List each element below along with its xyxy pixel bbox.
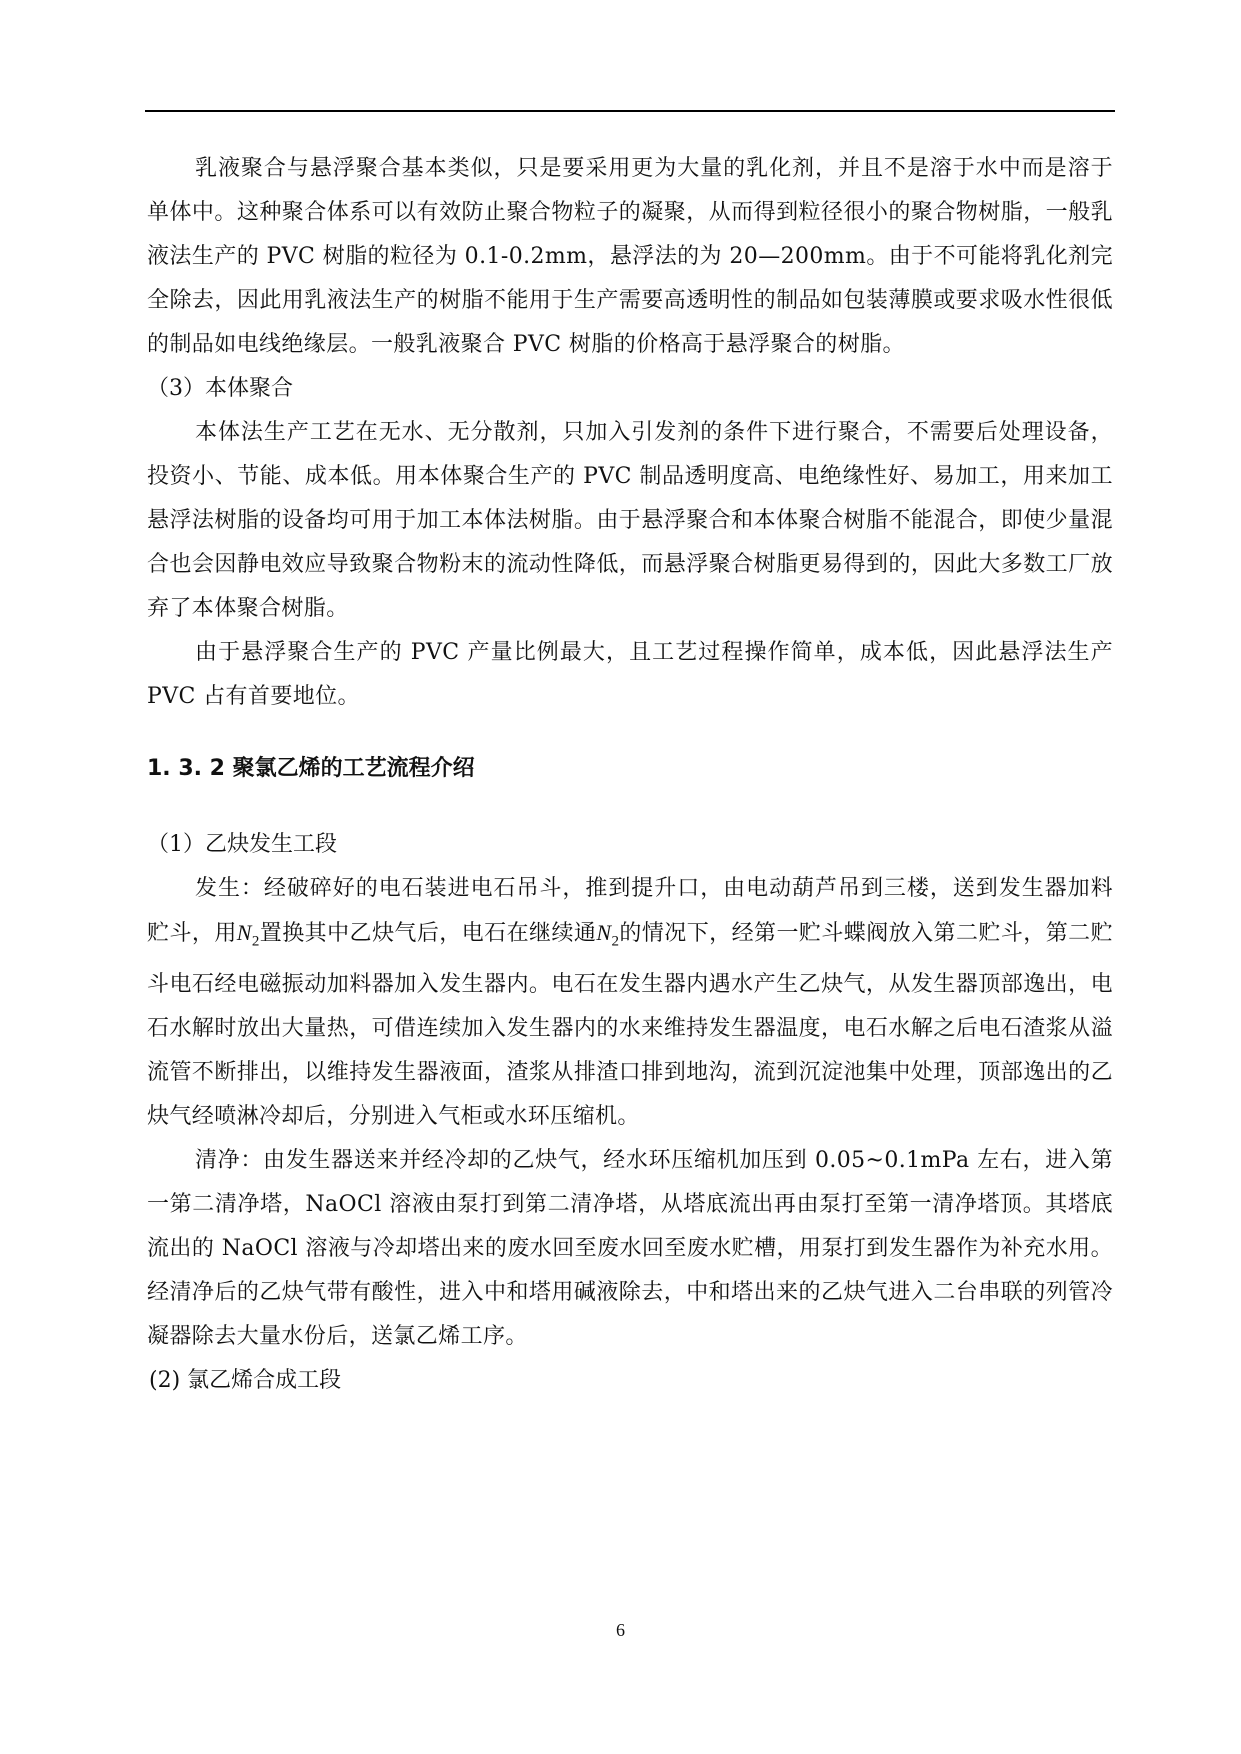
section-heading-process-flow: 1. 3. 2 聚氯乙烯的工艺流程介绍 [147,756,475,781]
paragraph-purification: 清净：由发生器送来并经冷却的乙炔气，经水环压缩机加压到 0.05~0.1mPa 左右，进入第一第二清净塔，NaOCl 溶液由泵打到第二清净塔，从塔底流出再由泵打至第一清净塔顶。其塔底流出的 NaOCl 溶液与冷却塔出来的废水回至废水回至废水贮槽，用泵打到发生器作为补充水用。经清净后的乙炔气带有酸性，进入中和塔用碱液除去，中和塔出来的乙炔气进入二台串联的列管冷凝器除去大量水份后，送氯乙烯工序。 [147,1148,1113,1350]
subheading-acetylene-generation: （1）乙炔发生工段 [147,832,337,857]
paragraph-generation [147,867,1113,1139]
paragraph-suspension-summary: 由于悬浮聚合生产的 PVC 产量比例最大，且工艺过程操作简单，成本低，因此悬浮法生产 PVC 占有首要地位。 [147,640,1113,709]
nitrogen-subscript: 2 [251,933,260,950]
paragraph-generation-part-1: 发生：经破碎好的电石装进电石吊斗，推到提升口，由电动葫芦吊到三楼，送到发生器加料贮斗，用 [147,876,1113,946]
nitrogen-symbol: N [236,920,252,945]
nitrogen-subscript-2: 2 [611,933,620,950]
paragraph-generation-part-3: 的情况下，经第一贮斗蝶阀放入第二贮斗，第二贮斗电石经电磁振动加料器加入发生器内。电石在发生器内遇水产生乙炔气，从发生器顶部逸出，电石水解时放出大量热，可借连续加入发生器内的水来维持发生器温度，电石水解之后电石渣浆从溢流管不断排出，以维持发生器液面，渣浆从排渣口排到地沟，流到沉淀池集中处理，顶部逸出的乙炔气经喷淋冷却后，分别进入气柜或水环压缩机。 [147,921,1113,1130]
header-rule [145,110,1115,112]
paragraph-generation-part-2: 置换其中乙炔气后，电石在继续通 [259,921,597,946]
page-number: 6 [616,1620,625,1640]
paragraph-bulk-polymerization: 本体法生产工艺在无水、无分散剂，只加入引发剂的条件下进行聚合，不需要后处理设备，投资小、节能、成本低。用本体聚合生产的 PVC 制品透明度高、电绝缘性好、易加工，用来加工悬浮法树脂的设备均可用于加工本体法树脂。由于悬浮聚合和本体聚合树脂不能混合，即使少量混合也会因静电效应导致聚合物粉末的流动性降低，而悬浮聚合树脂更易得到的，因此大多数工厂放弃了本体聚合树脂。 [147,420,1113,621]
nitrogen-formula [236,920,260,950]
paragraph-emulsion-polymerization: 乳液聚合与悬浮聚合基本类似，只是要采用更为大量的乳化剂，并且不是溶于水中而是溶于单体中。这种聚合体系可以有效防止聚合物粒子的凝聚，从而得到粒径很小的聚合物树脂，一般乳液法生产的 PVC 树脂的粒径为 0.1-0.2mm，悬浮法的为 20—200mm。由于不可能将乳化剂完全除去，因此用乳液法生产的树脂不能用于生产需要高透明性的制品如包装薄膜或要求吸水性很低的制品如电线绝缘层。一般乳液聚合 PVC 树脂的价格高于悬浮聚合的树脂。 [147,156,1113,357]
nitrogen-symbol-2: N [596,920,612,945]
subheading-bulk-polymerization: （3）本体聚合 [147,376,293,401]
subheading-vinyl-chloride-synthesis: (2) 氯乙烯合成工段 [149,1368,342,1394]
page-body [147,147,1113,1403]
nitrogen-formula-2 [596,920,620,950]
